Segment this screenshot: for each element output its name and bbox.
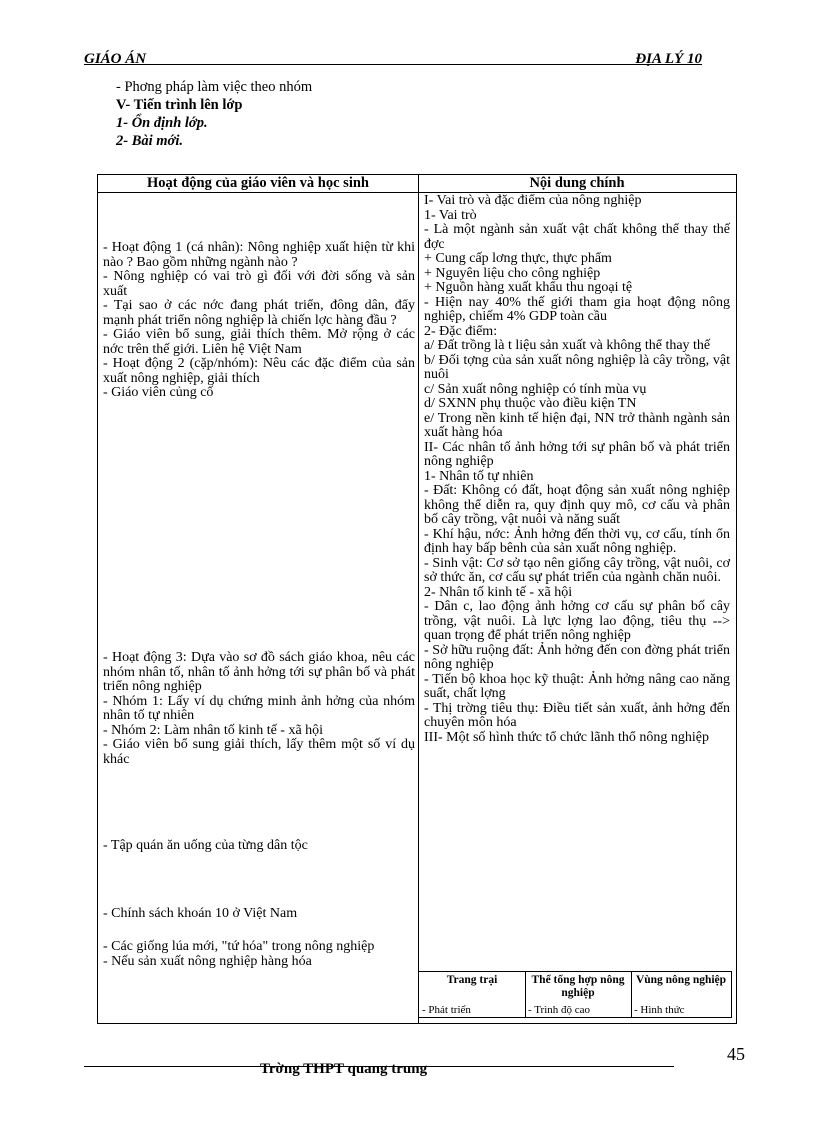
right-text: - Hiện nay 40% thế giới tham gia hoạt động nông nghiệp, chiếm 4% GDP toàn cầu: [424, 294, 730, 324]
right-text: a/ Đất trồng là t liệu sản xuất và không thể thay thế: [424, 338, 711, 353]
left-text: - Hoạt động 1 (cá nhân): Nông nghiệp xuất hiện từ khi nào ? Bao gồm những ngành nào ?: [103, 240, 415, 270]
left-text: - Giáo viên củng cố: [103, 385, 214, 400]
sub-cell-complex: - Trình độ cao: [528, 1004, 591, 1016]
organization-forms-table: [418, 971, 732, 1018]
sub-header-complex: Thể tổng hợp nông nghiệp: [531, 974, 625, 999]
sub-header-farm: Trang trại: [446, 974, 498, 986]
left-text: - Các giống lúa mới, "tứ hóa" trong nông nghiệp: [103, 939, 375, 954]
header-left: GIÁO ÁN: [84, 51, 147, 67]
left-text: - Tại sao ở các nớc đang phát triển, đông dân, đẩy mạnh phát triển nông nghiệp là chiến lợc hàng đầu ?: [103, 298, 415, 328]
left-text: - Tập quán ăn uống của từng dân tộc: [103, 838, 308, 853]
sub-header-region: Vùng nông nghiệp: [635, 974, 727, 986]
right-text: d/ SXNN phụ thuộc vào điều kiện TN: [424, 396, 637, 411]
footer-school: Trờng THPT quang trung: [260, 1061, 428, 1077]
left-text: - Nhóm 2: Làm nhân tố kinh tế - xã hội: [103, 722, 324, 738]
right-text: 2- Đặc điểm:: [424, 323, 498, 339]
right-text: - Thị trờng tiêu thụ: Điều tiết sản xuất, ảnh hởng đến chuyên môn hóa: [424, 700, 730, 730]
right-text: + Nguồn hàng xuất khẩu thu ngoại tệ: [424, 280, 633, 295]
left-block-5: [103, 940, 415, 969]
left-text: - Hoạt động 2 (cặp/nhóm): Nêu các đặc điểm của sản xuất nông nghiệp, giải thích: [103, 356, 415, 386]
header-right: ĐỊA LÝ 10: [635, 51, 702, 67]
left-block-4: [103, 907, 415, 922]
right-text: - Sinh vật: Cơ sở tạo nên giống cây trồng, vật nuôi, cơ sở thức ăn, cơ cấu sự phát triển của ngành chăn nuôi.: [424, 555, 730, 585]
right-text: b/ Đối tợng của sản xuất nông nghiệp là cây trồng, vật nuôi: [424, 352, 730, 382]
right-text: II- Các nhân tố ảnh hởng tới sự phân bố và phát triển nông nghiệp: [424, 439, 730, 469]
right-text: - Là một ngành sản xuất vật chất không thể thay thế đợc: [424, 222, 730, 252]
right-text: I- Vai trò và đặc điểm của nông nghiệp: [424, 193, 642, 208]
sub-cell-region: - Hình thức: [634, 1004, 685, 1016]
right-text: e/ Trong nền kinh tế hiện đại, NN trở thành ngành sản xuất hàng hóa: [424, 410, 730, 440]
right-content: [424, 194, 730, 745]
sub-cell-farm: - Phát triển: [422, 1004, 471, 1016]
intro-section: [116, 78, 312, 150]
right-column-header: Nội dung chính: [529, 175, 625, 191]
left-text: - Chính sách khoán 10 ở Việt Nam: [103, 906, 298, 921]
left-text: - Giáo viên bổ sung, giải thích thêm. Mở rộng ở các nớc trên thế giới. Liên hệ Việt Nam: [103, 327, 415, 357]
right-text: + Cung cấp lơng thực, thực phẩm: [424, 251, 612, 266]
section-heading: V- Tiến trình lên lớp: [116, 97, 243, 113]
right-text: - Tiến bộ khoa học kỹ thuật: Ảnh hởng nâng cao năng suất, chất lợng: [424, 671, 730, 701]
left-text: - Nông nghiệp có vai trò gì đối với đời sống và sản xuất: [103, 269, 415, 299]
right-text: 1- Vai trò: [424, 207, 477, 223]
lesson-table: [97, 174, 737, 1024]
method-line: - Phơng pháp làm việc theo nhóm: [116, 79, 313, 95]
right-text: 2- Nhân tố kinh tế - xã hội: [424, 584, 573, 600]
right-text: III- Một số hình thức tổ chức lãnh thổ nông nghiệp: [424, 729, 710, 745]
right-text: - Dân c, lao động ảnh hởng cơ cấu sự phân bố cây trồng, vật nuôi. Là lực lợng lao động, tiêu thụ --> quan trọng để phát triển nông nghiệp: [424, 599, 730, 643]
left-text: - Nhóm 1: Lấy ví dụ chứng minh ảnh hởng của nhóm nhân tố tự nhiên: [103, 693, 415, 723]
left-block-3: [103, 839, 415, 854]
column-divider: [418, 175, 419, 1023]
left-text: - Giáo viên bổ sung giải thích, lấy thêm một số ví dụ khác: [103, 737, 415, 767]
left-block-1: [103, 241, 415, 401]
right-text: 1- Nhân tố tự nhiên: [424, 468, 534, 484]
right-text: + Nguyên liệu cho công nghiệp: [424, 265, 601, 281]
left-text: - Hoạt động 3: Dựa vào sơ đồ sách giáo khoa, nêu các nhóm nhân tố, nhân tố ảnh hởng tới sự phân bố và phát triển nông nghiệp: [103, 650, 415, 694]
right-text: - Sở hữu ruộng đất: Ảnh hởng đến con đờng phát triển nông nghiệp: [424, 642, 730, 672]
step-2: 2- Bài mới.: [116, 133, 183, 149]
step-1: 1- Ổn định lớp.: [116, 115, 208, 131]
left-block-2: [103, 651, 415, 767]
right-text: - Khí hậu, nớc: Ảnh hởng đến thời vụ, cơ cấu, tính ổn định hay bấp bênh của sản xuất nông nghiệp.: [424, 526, 730, 556]
left-column-header: Hoạt động của giáo viên và học sinh: [147, 175, 369, 191]
right-text: c/ Sản xuất nông nghiệp có tính mùa vụ: [424, 381, 647, 397]
page-number: 45: [727, 1044, 745, 1064]
page-header: [84, 48, 702, 65]
left-text: - Nếu sản xuất nông nghiệp hàng hóa: [103, 953, 312, 969]
right-text: - Đất: Không có đất, hoạt động sản xuất nông nghiệp không thể diễn ra, quy định quy mô, cơ cấu và phân bố cây trồng, vật nuôi và năng suất: [424, 483, 730, 527]
